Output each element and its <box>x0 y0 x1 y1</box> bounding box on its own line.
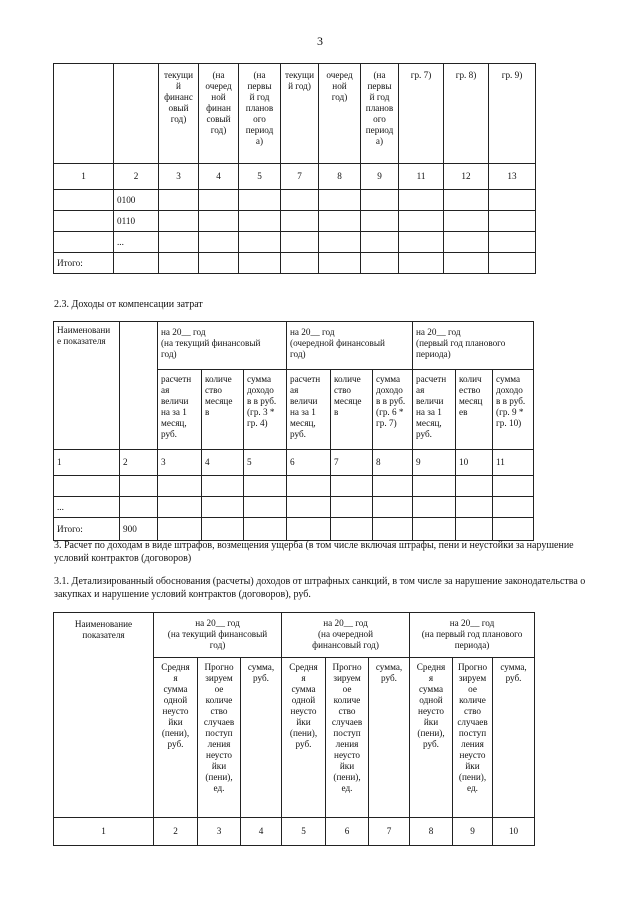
table-cell <box>444 211 489 232</box>
table-cell <box>493 476 534 497</box>
name-header: Наименование показателя <box>54 613 154 818</box>
column-number: 1 <box>54 450 120 476</box>
table-cell <box>281 190 319 211</box>
column-number: 11 <box>399 164 444 190</box>
column-number: 8 <box>319 164 361 190</box>
column-number: 10 <box>493 818 535 846</box>
sub-header: Средня я сумма одной неусто йки (пени), руб. <box>282 658 326 818</box>
column-number: 2 <box>114 164 159 190</box>
sub-header: расчетн ая величи на за 1 месяц, руб. <box>287 370 331 450</box>
section-3-1-heading: 3.1. Детализированный обоснования (расчеты) доходов от штрафных санкций, в том числе за нарушение законодательства о закупках и нарушение условий контрактов (договоров), руб. <box>54 576 586 600</box>
row-code <box>114 253 159 274</box>
column-number: 2 <box>154 818 198 846</box>
sub-header: расчетн ая величи на за 1 месяц, руб. <box>158 370 202 450</box>
column-number: 7 <box>369 818 410 846</box>
table-cell <box>120 322 158 450</box>
column-number: 5 <box>239 164 281 190</box>
table-cell <box>399 232 444 253</box>
row-label: ... <box>54 497 120 518</box>
sub-header: сумма доходо в в руб. (гр. 6 * гр. 7) <box>373 370 413 450</box>
row-label <box>54 476 120 497</box>
period-group-header: на 20__ год (на очередной финансовый год) <box>282 613 410 658</box>
table-cell <box>399 253 444 274</box>
sub-header: количе ство месяце в <box>331 370 373 450</box>
table-cell <box>158 497 202 518</box>
sub-header: Средня я сумма одной неусто йки (пени), руб. <box>410 658 453 818</box>
sub-header: Прогно зируем ое количе ство случаев поступ ления неусто йки (пени), ед. <box>326 658 369 818</box>
column-header: гр. 7) <box>399 64 444 164</box>
table-cell <box>239 211 281 232</box>
table-cell <box>281 232 319 253</box>
table-cell <box>281 253 319 274</box>
row-code: 0110 <box>114 211 159 232</box>
table-cell <box>202 497 244 518</box>
column-header <box>114 64 159 164</box>
row-code <box>120 476 158 497</box>
row-label <box>54 232 114 253</box>
table-cell <box>158 476 202 497</box>
column-header: очеред ной год) <box>319 64 361 164</box>
name-header: Наименовани е показателя <box>54 322 120 450</box>
table-cell <box>244 476 287 497</box>
table-row <box>54 253 536 274</box>
column-number: 3 <box>198 818 241 846</box>
table-cell <box>199 232 239 253</box>
table-cell <box>287 518 331 541</box>
sub-header: Прогно зируем ое количе ство случаев поступ ления неусто йки (пени), ед. <box>198 658 241 818</box>
table-cell <box>244 518 287 541</box>
page-number: 3 <box>317 34 323 48</box>
column-number: 1 <box>54 164 114 190</box>
column-number: 5 <box>282 818 326 846</box>
column-header: (на первы й год планов ого период а) <box>361 64 399 164</box>
table-cell <box>244 497 287 518</box>
table-cell <box>413 476 456 497</box>
table-cell <box>319 190 361 211</box>
table-cell <box>456 497 493 518</box>
column-number: 7 <box>281 164 319 190</box>
table-cell <box>199 190 239 211</box>
column-number: 11 <box>493 450 534 476</box>
table-cell <box>456 476 493 497</box>
column-header: текущи й финанс овый год) <box>159 64 199 164</box>
sub-header: расчетн ая величи на за 1 месяц, руб. <box>413 370 456 450</box>
table-2-group-row <box>54 322 534 370</box>
sub-header: Средня я сумма одной неусто йки (пени), руб. <box>154 658 198 818</box>
table-row <box>54 211 536 232</box>
sub-header: колич ество месяц ев <box>456 370 493 450</box>
table-cell <box>159 253 199 274</box>
table-cell <box>331 497 373 518</box>
table-cell <box>361 211 399 232</box>
table-row <box>54 232 536 253</box>
table-cell <box>159 190 199 211</box>
table-cell <box>319 211 361 232</box>
table-cell <box>444 253 489 274</box>
table-cell <box>444 190 489 211</box>
table-cell <box>199 253 239 274</box>
table-cell <box>281 211 319 232</box>
row-label: Итого: <box>54 518 120 541</box>
row-code: 0100 <box>114 190 159 211</box>
row-label <box>54 211 114 232</box>
table-cell <box>319 253 361 274</box>
row-label: Итого: <box>54 253 114 274</box>
column-number: 10 <box>456 450 493 476</box>
table-cell <box>489 190 536 211</box>
table-cell <box>202 518 244 541</box>
column-number: 4 <box>241 818 282 846</box>
table-cell <box>489 253 536 274</box>
table-cell <box>373 497 413 518</box>
table-cell <box>413 518 456 541</box>
table-row <box>54 476 534 497</box>
column-header <box>54 64 114 164</box>
table-cell <box>287 497 331 518</box>
table-cell <box>159 232 199 253</box>
section-2-3-heading: 2.3. Доходы от компенсации затрат <box>54 299 203 310</box>
sub-header: сумма доходо в в руб. (гр. 3 * гр. 4) <box>244 370 287 450</box>
table-3 <box>53 612 535 846</box>
period-group-header: на 20__ год (на текущий финансовый год) <box>154 613 282 658</box>
column-number: 8 <box>373 450 413 476</box>
table-cell <box>202 476 244 497</box>
table-row <box>54 518 534 541</box>
column-number: 6 <box>287 450 331 476</box>
column-header: гр. 9) <box>489 64 536 164</box>
period-group-header: на 20__ год (первый год планового периода) <box>413 322 534 370</box>
period-group-header: на 20__ год (на текущий финансовый год) <box>158 322 287 370</box>
table-cell <box>159 211 199 232</box>
table-1-number-row <box>54 164 536 190</box>
row-label <box>54 190 114 211</box>
table-cell <box>413 497 456 518</box>
table-row <box>54 497 534 518</box>
column-number: 13 <box>489 164 536 190</box>
column-number: 1 <box>54 818 154 846</box>
column-number: 3 <box>159 164 199 190</box>
table-row <box>54 190 536 211</box>
column-number: 4 <box>199 164 239 190</box>
column-number: 8 <box>410 818 453 846</box>
column-number: 5 <box>244 450 287 476</box>
row-code: ... <box>114 232 159 253</box>
table-cell <box>199 211 239 232</box>
table-cell <box>489 211 536 232</box>
table-cell <box>456 518 493 541</box>
table-cell <box>319 232 361 253</box>
table-1-header-row <box>54 64 536 164</box>
table-3-number-row <box>54 818 535 846</box>
table-cell <box>399 211 444 232</box>
sub-header: Прогно зируем ое количе ство случаев поступ ления неусто йки (пени), ед. <box>453 658 493 818</box>
row-code: 900 <box>120 518 158 541</box>
table-cell <box>373 476 413 497</box>
table-cell <box>373 518 413 541</box>
section-3-heading: 3. Расчет по доходам в виде штрафов, возмещения ущерба (в том числе включая штрафы, пени и неустойки за нарушение условий контрактов (договоров) <box>54 540 574 564</box>
period-group-header: на 20__ год (на первый год планового периода) <box>410 613 535 658</box>
row-code <box>120 497 158 518</box>
table-cell <box>361 253 399 274</box>
sub-header: количе ство месяце в <box>202 370 244 450</box>
table-cell <box>493 497 534 518</box>
table-cell <box>287 476 331 497</box>
table-cell <box>239 253 281 274</box>
column-number: 9 <box>361 164 399 190</box>
sub-header: сумма, руб. <box>241 658 282 818</box>
column-header: текущи й год) <box>281 64 319 164</box>
table-cell <box>239 232 281 253</box>
column-number: 12 <box>444 164 489 190</box>
table-cell <box>493 518 534 541</box>
column-number: 6 <box>326 818 369 846</box>
table-cell <box>158 518 202 541</box>
column-number: 9 <box>453 818 493 846</box>
column-number: 7 <box>331 450 373 476</box>
table-cell <box>444 232 489 253</box>
table-cell <box>399 190 444 211</box>
column-number: 9 <box>413 450 456 476</box>
table-cell <box>361 190 399 211</box>
table-cell <box>331 476 373 497</box>
sub-header: сумма, руб. <box>493 658 535 818</box>
table-2-number-row <box>54 450 534 476</box>
period-group-header: на 20__ год (очередной финансовый год) <box>287 322 413 370</box>
sub-header: сумма, руб. <box>369 658 410 818</box>
column-header: (на первы й год планов ого период а) <box>239 64 281 164</box>
table-cell <box>331 518 373 541</box>
table-cell <box>489 232 536 253</box>
column-header: (на очеред ной финан совый год) <box>199 64 239 164</box>
table-1 <box>53 63 536 274</box>
column-number: 3 <box>158 450 202 476</box>
sub-header: сумма доходо в в руб. (гр. 9 * гр. 10) <box>493 370 534 450</box>
table-2 <box>53 321 534 541</box>
table-cell <box>239 190 281 211</box>
column-number: 4 <box>202 450 244 476</box>
table-3-group-row <box>54 613 535 658</box>
column-header: гр. 8) <box>444 64 489 164</box>
table-cell <box>361 232 399 253</box>
column-number: 2 <box>120 450 158 476</box>
